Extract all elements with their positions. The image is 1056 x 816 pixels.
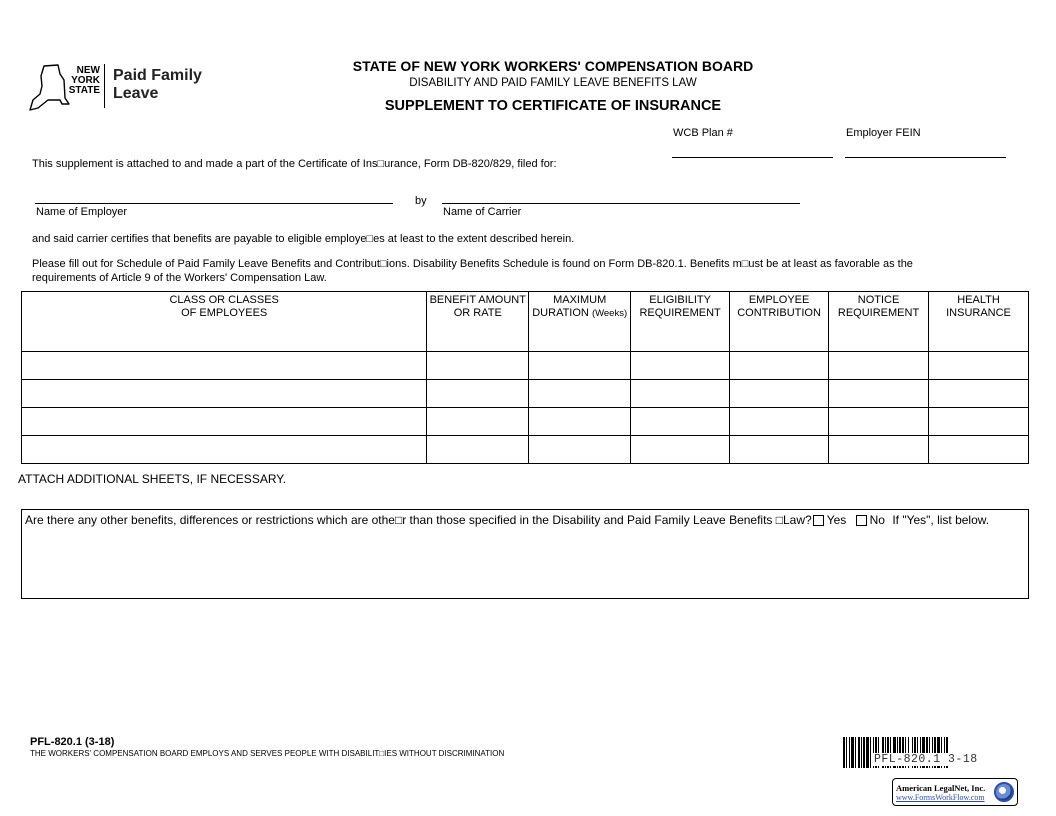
globe-icon <box>994 782 1014 802</box>
table-cell[interactable] <box>529 436 631 464</box>
attach-sheets-note: ATTACH ADDITIONAL SHEETS, IF NECESSARY. <box>18 472 287 486</box>
column-header-benefit-amount <box>427 292 529 352</box>
table-cell[interactable] <box>829 408 929 436</box>
column-header-notice <box>829 292 929 352</box>
header-line: REQUIREMENT <box>837 307 920 319</box>
column-header-eligibility <box>631 292 730 352</box>
table-cell[interactable] <box>631 408 730 436</box>
wcb-plan-field[interactable] <box>672 157 833 158</box>
employer-name-label: Name of Employer <box>36 206 128 218</box>
header-line: HEALTH <box>957 294 1000 306</box>
header-line: CLASS OR CLASSES <box>169 294 279 306</box>
list-below-text: If "Yes", list below. <box>892 513 990 527</box>
table-cell[interactable] <box>730 352 829 380</box>
form-id: PFL-820.1 (3-18) <box>30 736 115 748</box>
employer-fein-field[interactable] <box>845 157 1006 158</box>
yes-checkbox[interactable] <box>813 515 824 526</box>
table-cell[interactable] <box>22 436 427 464</box>
table-cell[interactable] <box>730 408 829 436</box>
header-line: OR RATE <box>453 307 502 319</box>
header-weeks-suffix: (Weeks) <box>591 308 628 319</box>
table-cell[interactable] <box>631 436 730 464</box>
yes-label: Yes <box>826 513 847 527</box>
table-cell[interactable] <box>829 352 929 380</box>
intro-text: This supplement is attached to and made a part of the Certificate of Ins□urance, Form DB-820/829, filed for: <box>32 158 557 170</box>
logo-ny-line: NEW <box>76 65 100 76</box>
header-line: MAXIMUM <box>553 294 607 306</box>
header-line: INSURANCE <box>946 307 1011 319</box>
table-row <box>22 408 1029 436</box>
aln-url-link[interactable]: www.FormsWorkFlow.com <box>896 793 985 802</box>
barcode-text: PFL-820.1 3-18 <box>874 753 978 766</box>
table-cell[interactable] <box>929 380 1029 408</box>
table-cell[interactable] <box>631 352 730 380</box>
law-subtitle: DISABILITY AND PAID FAMILY LEAVE BENEFITS LAW <box>409 77 697 89</box>
header-line: CONTRIBUTION <box>737 307 821 319</box>
benefits-schedule-table <box>21 291 1029 464</box>
table-cell[interactable] <box>829 380 929 408</box>
table-row <box>22 352 1029 380</box>
table-cell[interactable] <box>929 408 1029 436</box>
table-cell[interactable] <box>529 380 631 408</box>
header-line: BENEFIT AMOUNT <box>429 294 526 306</box>
header-line: EMPLOYEE <box>748 294 810 306</box>
question-text: Are there any other benefits, differences or restrictions which are othe□r than those specified in the Disability and Paid Family Leave Benefits □Law? <box>25 513 812 527</box>
table-cell[interactable] <box>631 380 730 408</box>
header-line: OF EMPLOYEES <box>181 307 268 319</box>
logo-program-line: Paid Family <box>113 67 202 84</box>
table-cell[interactable] <box>22 408 427 436</box>
table-cell[interactable] <box>829 436 929 464</box>
table-cell[interactable] <box>929 436 1029 464</box>
no-label: No <box>869 513 885 527</box>
table-cell[interactable] <box>427 436 529 464</box>
instructions-text-line2: requirements of Article 9 of the Workers' Compensation Law. <box>32 272 327 284</box>
certification-text: and said carrier certifies that benefits are payable to eligible employe□es at least to the extent described herein. <box>32 233 575 245</box>
header-line: NOTICE <box>857 294 900 306</box>
no-checkbox[interactable] <box>856 515 867 526</box>
employer-name-field[interactable] <box>35 203 393 204</box>
carrier-name-field[interactable] <box>442 203 800 204</box>
table-cell[interactable] <box>529 408 631 436</box>
table-cell[interactable] <box>427 380 529 408</box>
table-cell[interactable] <box>529 352 631 380</box>
logo-ny-line: STATE <box>68 85 100 96</box>
agency-title: STATE OF NEW YORK WORKERS' COMPENSATION BOARD <box>352 58 754 74</box>
american-legalnet-badge[interactable] <box>892 778 1018 806</box>
table-cell[interactable] <box>427 352 529 380</box>
other-benefits-question <box>25 513 989 527</box>
table-row <box>22 436 1029 464</box>
table-cell[interactable] <box>427 408 529 436</box>
aln-name: American LegalNet, Inc. <box>896 783 986 793</box>
carrier-name-label: Name of Carrier <box>443 206 522 218</box>
column-header-employee-contribution <box>730 292 829 352</box>
header-line: ELIGIBILITY <box>649 294 711 306</box>
table-row <box>22 380 1029 408</box>
logo-ny-line: YORK <box>71 75 100 86</box>
nondiscrimination-notice: THE WORKERS' COMPENSATION BOARD EMPLOYS AND SERVES PEOPLE WITH DISABILIT□IES WITHOUT DISCRIMINATION <box>30 749 505 758</box>
by-label: by <box>415 195 427 207</box>
table-cell[interactable] <box>22 380 427 408</box>
column-header-health-insurance <box>929 292 1029 352</box>
column-header-maximum-duration <box>529 292 631 352</box>
column-header-class <box>22 292 427 352</box>
table-cell[interactable] <box>929 352 1029 380</box>
table-cell[interactable] <box>730 380 829 408</box>
wcb-plan-label: WCB Plan # <box>673 127 733 139</box>
header-line: REQUIREMENT <box>639 307 721 319</box>
form-title: SUPPLEMENT TO CERTIFICATE OF INSURANCE <box>384 98 722 114</box>
table-header-row <box>22 292 1029 352</box>
other-benefits-box[interactable] <box>21 509 1029 599</box>
header-line: DURATION <box>532 307 589 319</box>
table-cell[interactable] <box>730 436 829 464</box>
instructions-text-line1: Please fill out for Schedule of Paid Family Leave Benefits and Contribut□ions. Disability Benefits Schedule is found on Form DB-820.1. Benefits m□ust be at least as favorable as the <box>32 258 913 270</box>
employer-fein-label: Employer FEIN <box>846 127 921 139</box>
logo-program-line: Leave <box>113 85 159 102</box>
table-cell[interactable] <box>22 352 427 380</box>
